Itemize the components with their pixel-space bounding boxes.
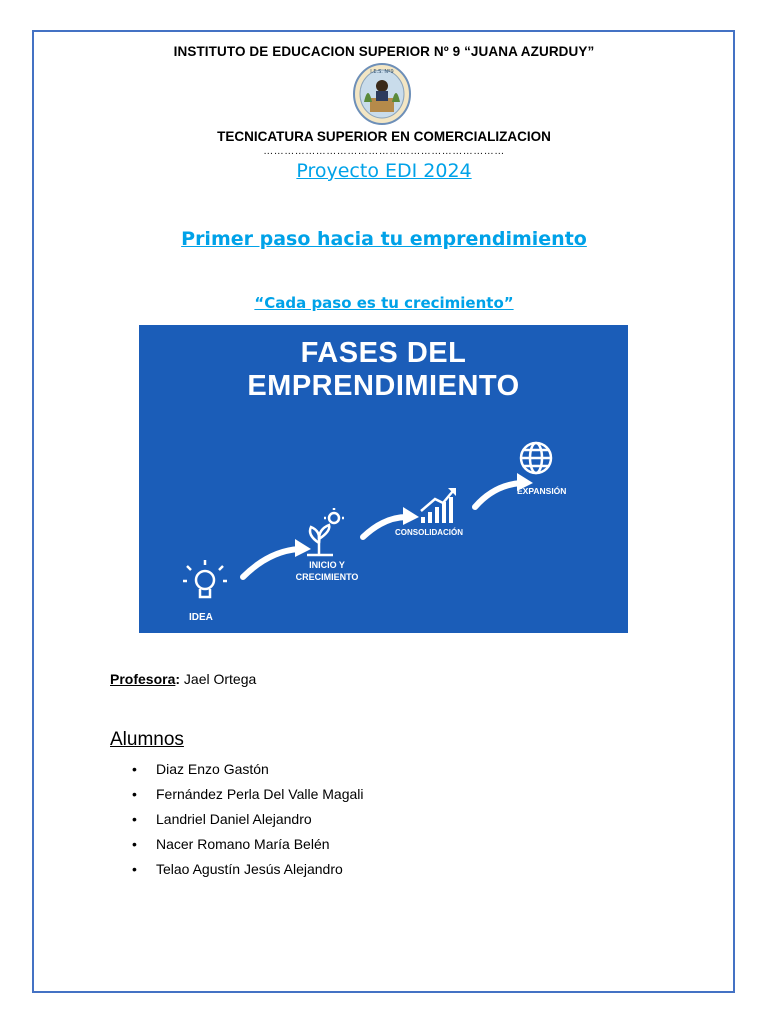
institution-name: INSTITUTO DE EDUCACION SUPERIOR Nº 9 “JUANA AZURDUY” [173,44,595,59]
phase-consolidacion-label: CONSOLIDACIÓN [395,528,463,537]
teacher-name: Jael Ortega [180,671,257,687]
phase-expansion-label: EXPANSIÓN [517,486,567,496]
bullet: • [132,786,137,802]
banner-title-line1: FASES DEL [300,337,467,369]
phases-banner-image [139,325,628,633]
sprout-icon [307,508,344,555]
phase-inicio-label [287,559,367,583]
list-item [110,860,364,885]
students-list [110,760,364,885]
bullet: • [132,836,137,852]
document-title[interactable]: Primer paso hacia tu emprendimiento [181,228,587,250]
phase-inicio-line1: INICIO Y [309,560,345,570]
bullet: • [132,761,137,777]
students-heading: Alumnos [110,729,184,750]
growth-chart-icon [421,488,456,523]
student-name: Nacer Romano María Belén [156,836,330,852]
svg-text:I.E.S. Nº9: I.E.S. Nº9 [370,69,394,75]
student-name: Telao Agustín Jesús Alejandro [156,861,343,877]
banner-title-line2: EMPRENDIMIENTO [247,370,520,402]
lightbulb-icon [183,560,227,597]
bullet: • [132,811,137,827]
phase-idea-label: IDEA [189,612,213,623]
teacher-line [110,671,256,687]
dotted-separator: …………………………………………………………… [263,146,505,157]
list-item [110,760,364,785]
student-name: Fernández Perla Del Valle Magali [156,786,364,802]
teacher-label: Profesora [110,671,176,687]
student-name: Landriel Daniel Alejandro [156,811,312,827]
list-item [110,810,364,835]
institution-logo [352,62,412,126]
teacher-colon: : [175,671,181,687]
globe-icon [521,443,551,473]
motto[interactable]: “Cada paso es tu crecimiento” [254,294,514,312]
program-name: TECNICATURA SUPERIOR EN COMERCIALIZACION [217,129,551,144]
bullet: • [132,861,137,877]
list-item [110,835,364,860]
student-name: Diaz Enzo Gastón [156,761,269,777]
phase-inicio-line2: CRECIMIENTO [295,572,359,582]
list-item [110,785,364,810]
arrow-3 [475,483,521,507]
project-title[interactable]: Proyecto EDI 2024 [296,160,472,182]
